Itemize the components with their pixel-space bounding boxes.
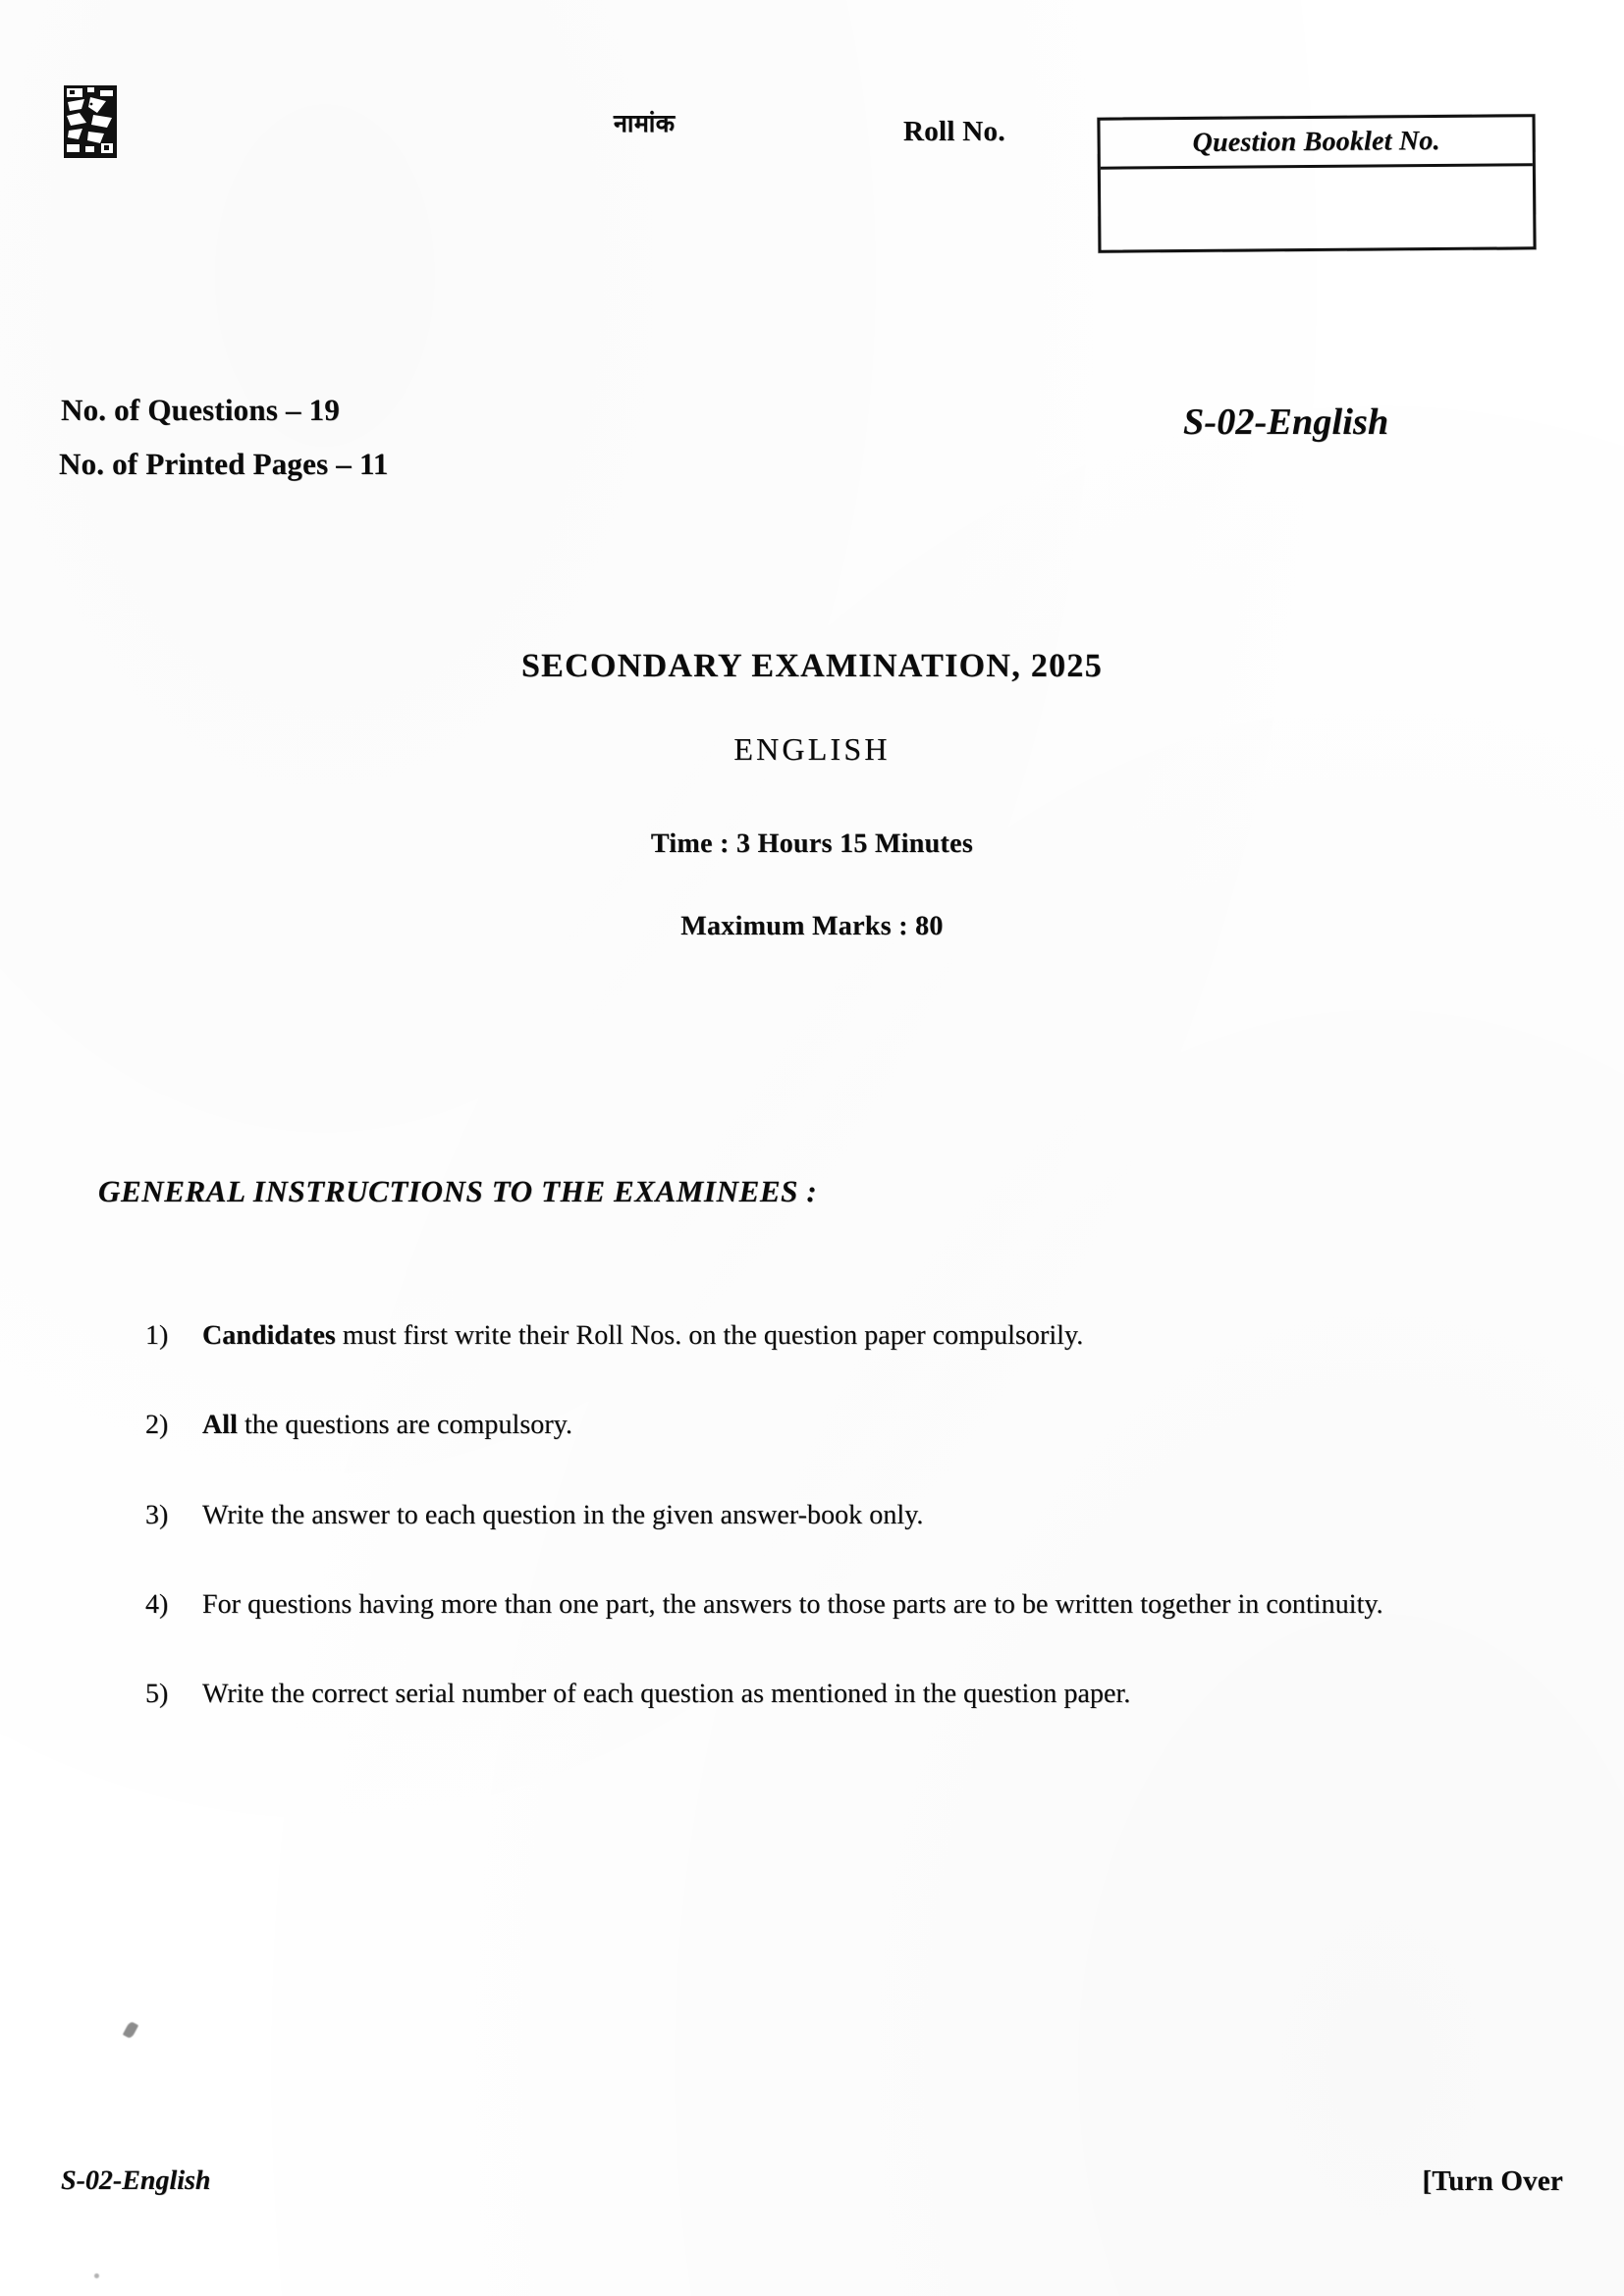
instruction-rest: For questions having more than one part, the answers to those parts are to be written together in continuity. (202, 1589, 1383, 1621)
instruction-text (202, 1313, 1083, 1358)
exam-title-block (0, 648, 1624, 942)
exam-subject: ENGLISH (733, 731, 891, 767)
no-of-printed-pages: No. of Printed Pages – 11 (59, 447, 389, 481)
instruction-number: 3) (145, 1499, 169, 1530)
exam-time: Time : 3 Hours 15 Minutes (650, 828, 974, 859)
instruction-item (145, 1672, 1520, 1716)
instruction-rest: Write the correct serial number of each question as mentioned in the question paper. (202, 1679, 1131, 1710)
instructions-heading: GENERAL INSTRUCTIONS TO THE EXAMINEES : (98, 1174, 818, 1208)
exam-maximum-marks: Maximum Marks : 80 (680, 911, 944, 941)
scan-artifact (94, 2273, 99, 2278)
instruction-text (202, 1582, 1383, 1627)
question-booklet-no-box (1097, 114, 1536, 252)
footer-subject-code: S-02-English (61, 2165, 211, 2196)
board-emblem-icon (61, 82, 120, 161)
instruction-rest: the questions are compulsory. (237, 1410, 572, 1441)
instructions-list (145, 1313, 1520, 1762)
instruction-item (145, 1582, 1520, 1627)
instruction-number: 5) (145, 1679, 169, 1710)
instruction-rest: must first write their Roll Nos. on the question paper compulsorily. (335, 1320, 1084, 1351)
subject-code: S-02-English (1183, 401, 1389, 443)
instruction-text (202, 1403, 572, 1447)
instruction-lead: Candidates (202, 1320, 336, 1351)
instruction-item (145, 1403, 1520, 1447)
question-booklet-no-label: Question Booklet No. (1100, 117, 1532, 169)
instruction-item (145, 1313, 1520, 1358)
instruction-item (145, 1493, 1520, 1537)
instruction-number: 2) (145, 1410, 169, 1441)
question-booklet-no-field[interactable] (1101, 166, 1534, 249)
instruction-rest: Write the answer to each question in the given answer-book only. (202, 1499, 924, 1530)
instruction-lead: All (202, 1410, 238, 1441)
instruction-number: 4) (145, 1589, 169, 1621)
paper-meta-block (61, 393, 748, 501)
no-of-questions: No. of Questions – 19 (61, 393, 341, 427)
instruction-number: 1) (145, 1320, 169, 1351)
namank-label: नामांक (614, 110, 676, 137)
page-title: SECONDARY EXAMINATION, 2025 (520, 648, 1104, 684)
instruction-text (202, 1493, 923, 1537)
roll-no-label: Roll No. (903, 116, 1005, 147)
scan-artifact (123, 2021, 138, 2040)
instruction-text (202, 1672, 1130, 1716)
turn-over-label: [Turn Over (1422, 2165, 1563, 2197)
